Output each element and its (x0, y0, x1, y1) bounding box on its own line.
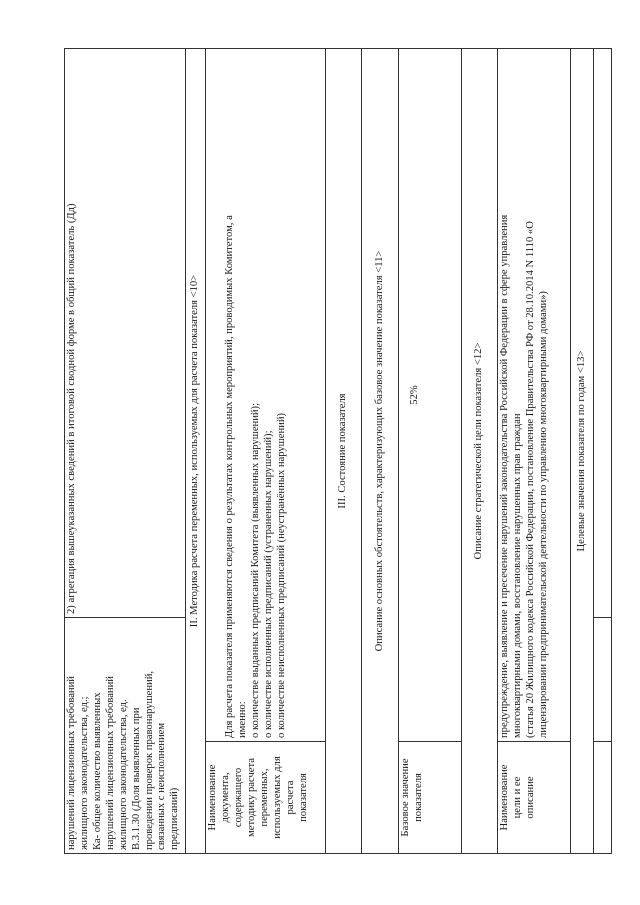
empty-row (593, 49, 611, 854)
formula-line: проведении проверок правонарушений, (143, 670, 155, 850)
formula-line: В.3.1.30 (Доля выявленных при (130, 707, 142, 850)
base-value-label-line: показателя (412, 773, 424, 822)
indicator-passport-table (64, 48, 612, 854)
formula-line: предписаний) (169, 787, 181, 850)
goal-line: (статья 20 Жилищного кодекса Российской Федерации, постановление Правительства РФ от 28.10.2014 N 1110 «О (525, 221, 537, 738)
aggregation-cell (65, 49, 186, 618)
goal-label-line: цели и ее (512, 776, 524, 819)
methodology-label-line: содержащего (233, 767, 245, 828)
methodology-label-line: показателя (297, 773, 309, 822)
section-3-title: III. Состояние показателя (325, 49, 362, 854)
targets-row (571, 49, 593, 854)
aggregation-text: 2) агрегация вышеуказанных сведений в итоговой сводной форме в общий показатель (Дд) (66, 203, 77, 614)
base-value-row (398, 49, 461, 854)
methodology-label-line: используемых для (271, 756, 283, 839)
basis-header-title: Описание основных обстоятельств, характеризующих базовое значение показателя <11> (362, 49, 399, 854)
methodology-label-line: документа, (220, 772, 232, 823)
formula-line: связанных с неисполнением (156, 722, 168, 850)
methodology-line: о количестве выданных предписаний Комитета (выявленных нарушений); (250, 402, 262, 738)
strategic-title: Описание стратегической цели показателя <12> (461, 49, 498, 854)
formula-line: жилищного законодательства, ед. (117, 699, 129, 850)
goal-line: многоквартирными домами, восстановление нарушенных прав граждан (512, 413, 524, 738)
goal-label-line: описание (525, 776, 537, 819)
goal-text (498, 49, 571, 742)
rotated-table-sheet (64, 48, 612, 854)
formula-variables-cell (65, 617, 186, 853)
goal-line: предупреждение, выявление и пресечение нарушений законодательства Российской Федерации в сфере управления (499, 214, 511, 738)
goal-row (498, 49, 571, 854)
formula-line: нарушений лицензионных требований (66, 676, 77, 850)
goal-line: лицензировании предпринимательской деятельности по управлению многоквартирными домами») (538, 291, 550, 738)
formula-line: Ка- общее количество выявленных (91, 692, 103, 850)
empty-cell (593, 742, 611, 854)
methodology-line: именно: (237, 701, 249, 738)
base-value-label (398, 742, 461, 854)
goal-label-line: Наименование (499, 764, 511, 831)
methodology-row (206, 49, 326, 854)
methodology-label-line: переменных, (258, 768, 270, 827)
base-value-label-line: Базовое значение (399, 758, 411, 837)
empty-cell (593, 49, 611, 618)
methodology-line: о количестве неисполненных предписаний (неустранённых нарушений) (275, 412, 287, 738)
formula-line: жилищного законодательства, ед.; (78, 696, 90, 850)
methodology-line: о количестве исполненных предписаний (устраненных нарушений); (263, 430, 275, 738)
methodology-label-line: Наименование (207, 764, 219, 831)
goal-label (498, 742, 571, 854)
formula-row (65, 49, 186, 854)
section-2-row (186, 49, 206, 854)
base-value: 52% (398, 49, 461, 742)
strategic-row (461, 49, 498, 854)
formula-line: нарушений лицензионных требований (104, 676, 116, 850)
basis-header-row (362, 49, 399, 854)
methodology-text (206, 49, 326, 742)
section-3-row (325, 49, 362, 854)
methodology-label (206, 742, 326, 854)
methodology-line: Для расчета показателя применяются сведения о результатах контрольных мероприятий, проводимых Комитетом, а (224, 215, 236, 738)
methodology-label-line: методику расчета (246, 758, 258, 837)
targets-title: Целевые значения показателя по годам <13> (571, 49, 593, 854)
empty-cell (593, 617, 611, 741)
section-2-title: II. Методика расчета переменных, используемых для расчета показателя <10> (186, 49, 206, 854)
methodology-label-line: расчета (284, 780, 296, 815)
